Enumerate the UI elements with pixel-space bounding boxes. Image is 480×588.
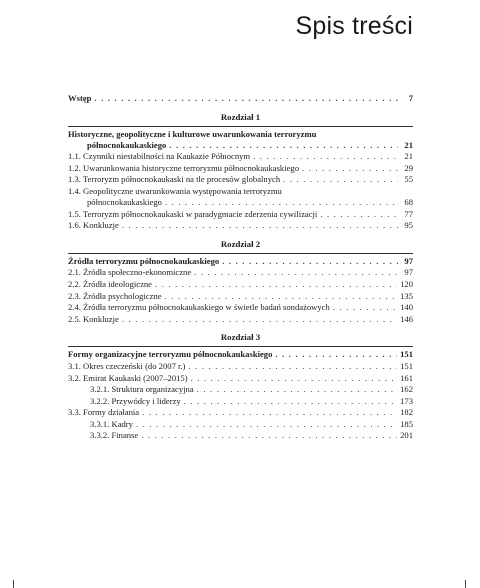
toc-entry-2-3[interactable] [68,291,413,303]
toc-entry-label: 3.2. Emirat Kaukaski (2007–2015) [68,372,188,383]
toc-entry-1-3[interactable] [68,174,413,186]
crop-mark [13,580,14,588]
toc-entry-page: 173 [400,395,413,406]
toc-entry-label: 2.3. Źródła psychologiczne [68,290,162,301]
toc-entry-page: 29 [404,162,413,173]
toc-entry-page: 151 [400,360,413,371]
leader-dots [320,209,398,221]
toc-entry-label: 2.5. Konkluzje [68,313,119,324]
toc-entry-line [68,129,413,140]
leader-dots [169,140,398,152]
toc-entry-page: 182 [400,407,413,418]
chapter-rule [68,253,413,254]
toc-entry-page: 161 [400,372,413,383]
toc-entry-label: 1.3. Terroryzm północnokaukaski na tle procesów globalnych [68,174,281,185]
toc-entry-1-6[interactable] [68,220,413,232]
leader-dots [136,419,397,431]
toc-entry-3-3-2[interactable] [68,430,413,442]
toc-entry-label: 3.1. Okres czeczeński (do 2007 r.) [68,360,186,371]
toc-entry-label: 1.1. Czynniki niestabilności na Kaukazie Północnym [68,151,251,162]
toc-entry-label: Historyczne, geopolityczne i kulturowe uwarunkowania terroryzmu [68,128,317,139]
toc-entry-label: 1.2. Uwarunkowania historyczne terroryzmu północnokaukaskiego [68,162,300,173]
toc-entry-1-title[interactable] [68,129,413,152]
toc-entry-1-4[interactable] [68,186,413,209]
toc-entry-label: północnokaukaskiego [87,196,162,207]
toc-entry-page: 120 [400,278,413,289]
toc-entry-label: Wstęp [68,93,92,103]
toc-entry-page: 7 [408,93,413,103]
leader-dots [191,373,398,385]
leader-dots [184,396,397,408]
leader-dots [141,430,397,442]
table-of-contents [68,93,413,442]
toc-entry-page: 55 [404,174,413,185]
toc-entry-label: 3.3.2. Finanse [90,430,139,441]
toc-entry-2-title[interactable] [68,256,413,268]
toc-entry-label: 3.2.2. Przywódcy i liderzy [90,395,181,406]
leader-dots [165,291,398,303]
toc-entry-2-1[interactable] [68,267,413,279]
toc-entry-intro[interactable] [68,93,413,105]
toc-entry-1-5[interactable] [68,209,413,221]
toc-entry-page: 21 [404,139,413,150]
toc-entry-page: 135 [400,290,413,301]
toc-entry-page: 97 [404,267,413,278]
leader-dots [165,197,398,209]
leader-dots [275,349,397,361]
leader-dots [122,314,397,326]
toc-entry-label: północnokaukaskiego [87,139,167,150]
toc-entry-page: 95 [404,220,413,231]
toc-entry-3-1[interactable] [68,361,413,373]
leader-dots [155,279,397,291]
toc-entry-label: 2.4. Źródła terroryzmu północnokaukaskiego w świetle badań sondażowych [68,302,330,313]
leader-dots [122,220,398,232]
toc-entry-label: 3.3. Formy działania [68,407,140,418]
leader-dots [283,174,398,186]
toc-entry-page: 97 [404,255,413,266]
toc-entry-page: 21 [404,151,413,162]
leader-dots [302,163,398,175]
page-title: Spis treści [295,12,413,40]
toc-entry-page: 68 [404,196,413,207]
toc-entry-line [68,186,413,197]
leader-dots [333,302,397,314]
leader-dots [194,267,398,279]
toc-entry-page: 162 [400,384,413,395]
toc-entry-3-2[interactable] [68,373,413,385]
toc-entry-label: 1.5. Terroryzm północnokaukaski w paradygmacie zderzenia cywilizacji [68,208,318,219]
chapter-heading-3: Rozdział 3 [220,332,261,343]
toc-entry-3-title[interactable] [68,349,413,361]
toc-entry-1-1[interactable] [68,151,413,163]
chapter-heading-2: Rozdział 2 [220,238,261,249]
toc-entry-2-2[interactable] [68,279,413,291]
toc-entry-3-2-1[interactable] [68,384,413,396]
toc-entry-label: 3.3.1. Kadry [90,418,133,429]
toc-entry-page: 151 [400,349,413,360]
leader-dots [197,384,397,396]
toc-entry-page: 185 [400,418,413,429]
toc-entry-2-4[interactable] [68,302,413,314]
toc-entry-3-3[interactable] [68,407,413,419]
toc-entry-page: 140 [400,302,413,313]
toc-entry-1-2[interactable] [68,163,413,175]
chapter-rule [68,126,413,127]
toc-entry-label: 2.2. Źródła ideologiczne [68,278,152,289]
leader-dots [94,93,398,105]
chapter-heading-1: Rozdział 1 [220,111,261,122]
toc-entry-label: Formy organizacyjne terroryzmu północnokaukaskiego [68,349,273,360]
toc-entry-page: 201 [400,430,413,441]
leader-dots [142,407,397,419]
toc-entry-label: 1.6. Konkluzje [68,220,119,231]
toc-entry-page: 77 [404,208,413,219]
toc-entry-label: 1.4. Geopolityczne uwarunkowania występowania terroryzmu [68,185,282,196]
leader-dots [253,151,398,163]
toc-entry-2-5[interactable] [68,314,413,326]
leader-dots [222,256,398,268]
chapter-rule [68,346,413,347]
toc-entry-label: Źródła terroryzmu północnokaukaskiego [68,255,220,266]
toc-entry-3-3-1[interactable] [68,419,413,431]
toc-entry-line [68,197,413,209]
toc-entry-label: 2.1. Źródła społeczno-ekonomiczne [68,267,192,278]
toc-entry-page: 146 [400,313,413,324]
toc-entry-line [68,140,413,152]
toc-entry-3-2-2[interactable] [68,396,413,408]
leader-dots [188,361,397,373]
toc-entry-label: 3.2.1. Struktura organizacyjna [90,384,194,395]
crop-mark [465,580,466,588]
